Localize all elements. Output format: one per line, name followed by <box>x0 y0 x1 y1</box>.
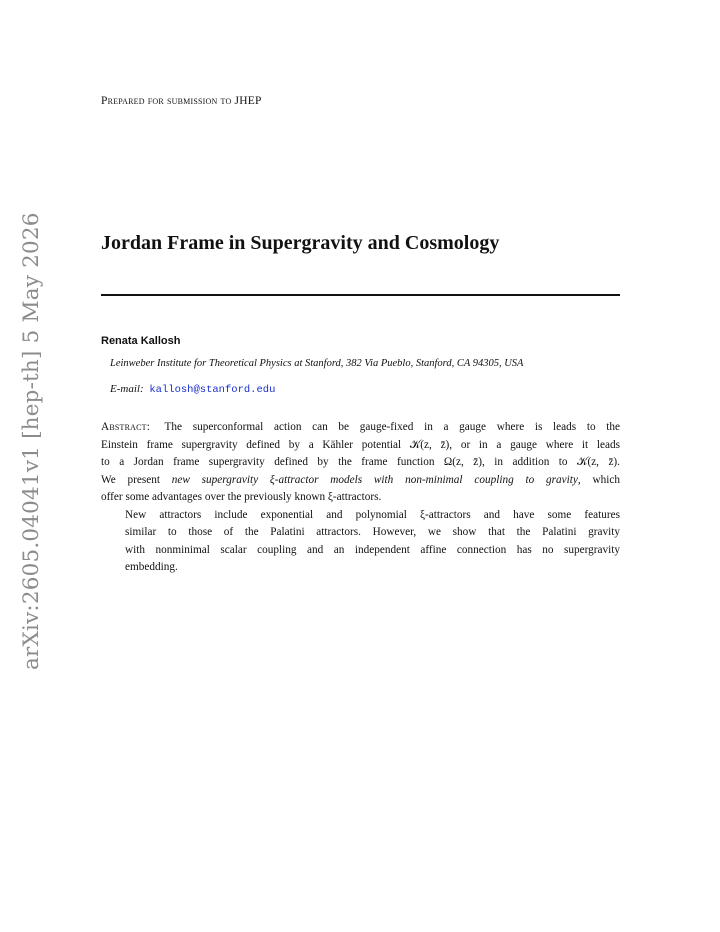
abstract-text: , which <box>577 473 620 486</box>
paper-title: Jordan Frame in Supergravity and Cosmology <box>101 232 500 254</box>
abstract-line <box>101 472 620 490</box>
abstract-line: with nonminimal scalar coupling and an independent affine connection has no supergravity <box>125 543 620 556</box>
title-rule <box>101 294 620 296</box>
abstract-paragraph-1 <box>101 419 620 507</box>
email-row <box>110 383 275 396</box>
email-label: E-mail: <box>110 383 144 395</box>
abstract-line <box>101 419 620 437</box>
abstract-paragraph-2 <box>101 507 620 577</box>
abstract-line: similar to those of the Palatini attractors. However, we show that the Palatini gravity <box>125 526 620 538</box>
abstract-line-text: The superconformal action can be gauge-fixed in a gauge where is leads to the <box>164 421 620 433</box>
abstract-heading: Abstract: <box>101 421 151 433</box>
abstract-text: We present <box>101 473 172 486</box>
submission-note: Prepared for submission to JHEP <box>101 95 262 107</box>
abstract-line: Einstein frame supergravity defined by a Kähler potential 𝒦(z, z̄), or in a gauge where it leads <box>101 438 620 451</box>
author-name: Renata Kallosh <box>101 335 181 347</box>
email-link[interactable]: kallosh@stanford.edu <box>149 384 276 396</box>
author-affiliation: Leinweber Institute for Theoretical Physics at Stanford, 382 Via Pueblo, Stanford, CA 94305, USA <box>110 358 524 369</box>
abstract-emphasis: new supergravity ξ-attractor models with non-minimal coupling to gravity <box>171 473 578 486</box>
abstract-line: embedding. <box>125 561 178 573</box>
arxiv-identifier-stamp: arXiv:2605.04041v1 [hep-th] 5 May 2026 <box>19 212 44 670</box>
abstract <box>101 419 620 577</box>
abstract-line: New attractors include exponential and polynomial ξ-attractors and have some features <box>125 508 620 521</box>
abstract-line: offer some advantages over the previously known ξ-attractors. <box>101 491 382 503</box>
abstract-line: to a Jordan frame supergravity defined by the frame function Ω(z, z̄), in addition to 𝒦(z, z̄). <box>101 456 620 468</box>
